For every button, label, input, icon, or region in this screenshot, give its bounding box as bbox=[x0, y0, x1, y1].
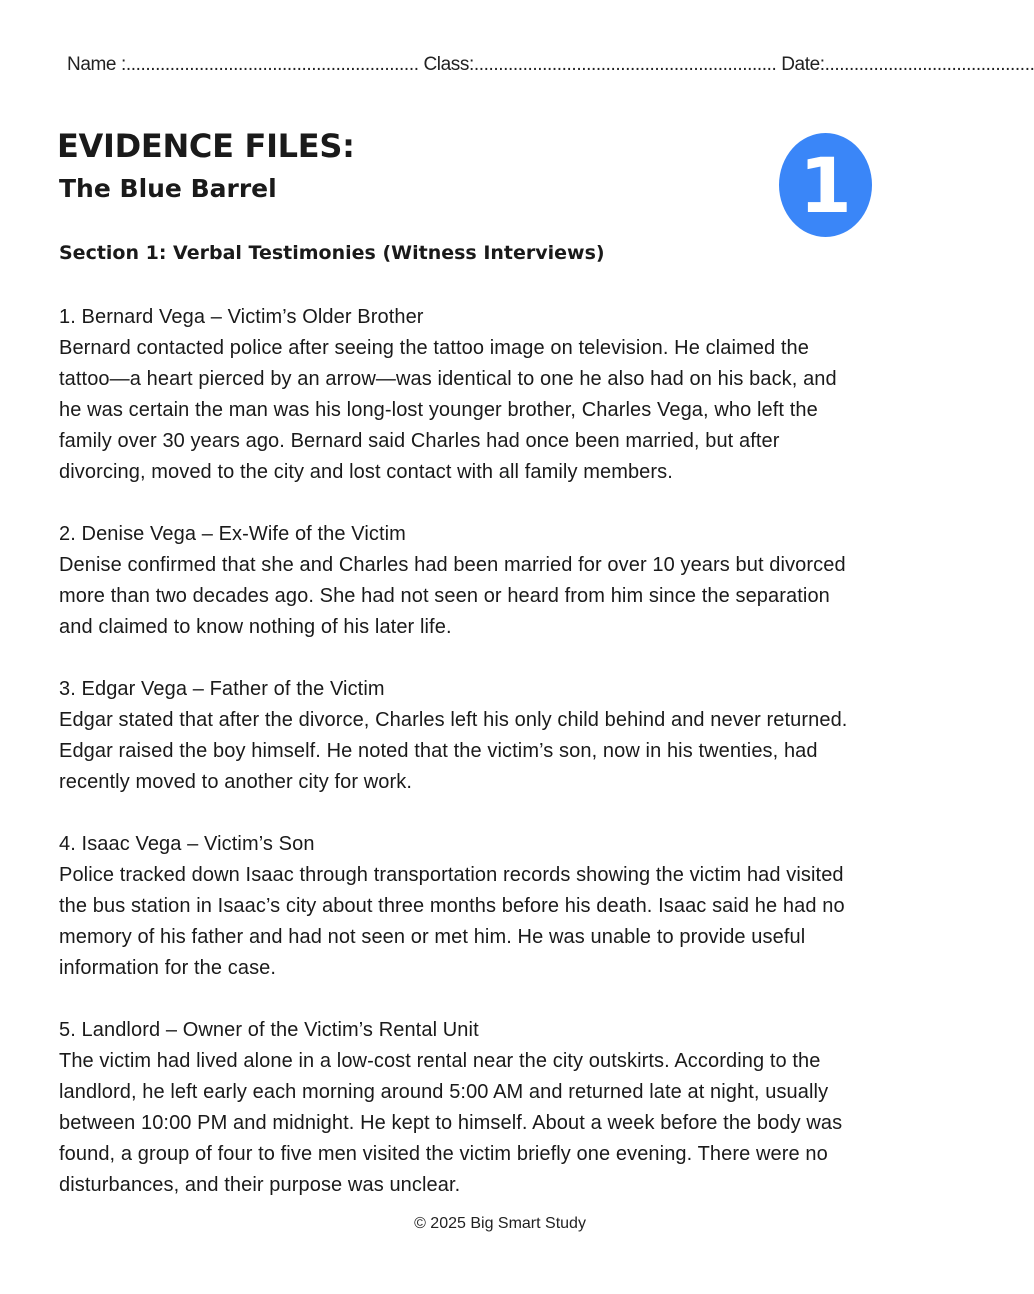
testimony-item bbox=[59, 302, 847, 488]
testimony-text-line: The victim had lived alone in a low-cost rental near the city outskirts. According to the bbox=[59, 1050, 821, 1072]
testimony-text-line: disturbances, and their purpose was unclear. bbox=[59, 1174, 461, 1196]
testimony-text-line: the bus station in Isaac’s city about three months before his death. Isaac said he had no bbox=[59, 895, 845, 917]
testimony-text-line: recently moved to another city for work. bbox=[59, 771, 413, 793]
testimony-text-line: more than two decades ago. She had not seen or heard from him since the separation bbox=[59, 585, 830, 607]
name-field[interactable]: ............................................................ bbox=[125, 54, 419, 75]
page-title: EVIDENCE FILES: bbox=[57, 127, 355, 165]
testimony-text-line: family over 30 years ago. Bernard said Charles had once been married, but after bbox=[59, 430, 780, 452]
testimony-text-line: Bernard contacted police after seeing the tattoo image on television. He claimed the bbox=[59, 337, 809, 359]
testimony-heading: 3. Edgar Vega – Father of the Victim bbox=[59, 678, 385, 700]
testimony-text-line: Edgar raised the boy himself. He noted that the victim’s son, now in his twenties, had bbox=[59, 740, 818, 762]
testimony-text-line: and claimed to know nothing of his later life. bbox=[59, 616, 452, 638]
testimony-text-line: Police tracked down Isaac through transportation records showing the victim had visited bbox=[59, 864, 844, 886]
class-label: Class: bbox=[418, 54, 474, 75]
badge-number: 1 bbox=[799, 141, 852, 230]
section-heading: Section 1: Verbal Testimonies (Witness Interviews) bbox=[59, 242, 605, 264]
testimony-heading: 5. Landlord – Owner of the Victim’s Rental Unit bbox=[59, 1019, 479, 1041]
testimony-text-line: tattoo—a heart pierced by an arrow—was identical to one he also had on his back, and bbox=[59, 368, 837, 390]
testimony-item bbox=[59, 674, 847, 798]
testimony-text-line: landlord, he left early each morning around 5:00 AM and returned late at night, usually bbox=[59, 1081, 829, 1103]
testimonies-list bbox=[59, 302, 847, 1232]
copyright-footer: © 2025 Big Smart Study bbox=[414, 1215, 586, 1232]
class-field[interactable]: .............................................................. bbox=[473, 54, 777, 75]
testimony-text-line: information for the case. bbox=[59, 957, 277, 979]
testimony-text-line: divorcing, moved to the city and lost contact with all family members. bbox=[59, 461, 673, 483]
testimony-text-line: found, a group of four to five men visited the victim briefly one evening. There were no bbox=[59, 1143, 828, 1165]
testimony-item bbox=[59, 1015, 847, 1201]
testimony-text-line: Edgar stated that after the divorce, Charles left his only child behind and never returned. bbox=[59, 709, 848, 731]
testimony-text-line: he was certain the man was his long-lost younger brother, Charles Vega, who left the bbox=[59, 399, 818, 421]
testimony-text-line: Denise confirmed that she and Charles had been married for over 10 years but divorced bbox=[59, 554, 846, 576]
date-label: Date: bbox=[776, 54, 825, 75]
student-info-line bbox=[67, 54, 1034, 76]
testimony-text-line: between 10:00 PM and midnight. He kept to himself. About a week before the body was bbox=[59, 1112, 843, 1134]
testimony-heading: 1. Bernard Vega – Victim’s Older Brother bbox=[59, 306, 424, 328]
testimony-item bbox=[59, 519, 847, 643]
testimony-heading: 4. Isaac Vega – Victim’s Son bbox=[59, 833, 315, 855]
number-one-badge-icon bbox=[779, 133, 872, 237]
date-field[interactable]: ........................................... bbox=[824, 54, 1034, 75]
page-subtitle: The Blue Barrel bbox=[59, 174, 277, 203]
testimony-heading: 2. Denise Vega – Ex-Wife of the Victim bbox=[59, 523, 406, 545]
name-label: Name : bbox=[67, 54, 126, 75]
testimony-text-line: memory of his father and had not seen or met him. He was unable to provide useful bbox=[59, 926, 806, 948]
testimony-item bbox=[59, 829, 847, 984]
